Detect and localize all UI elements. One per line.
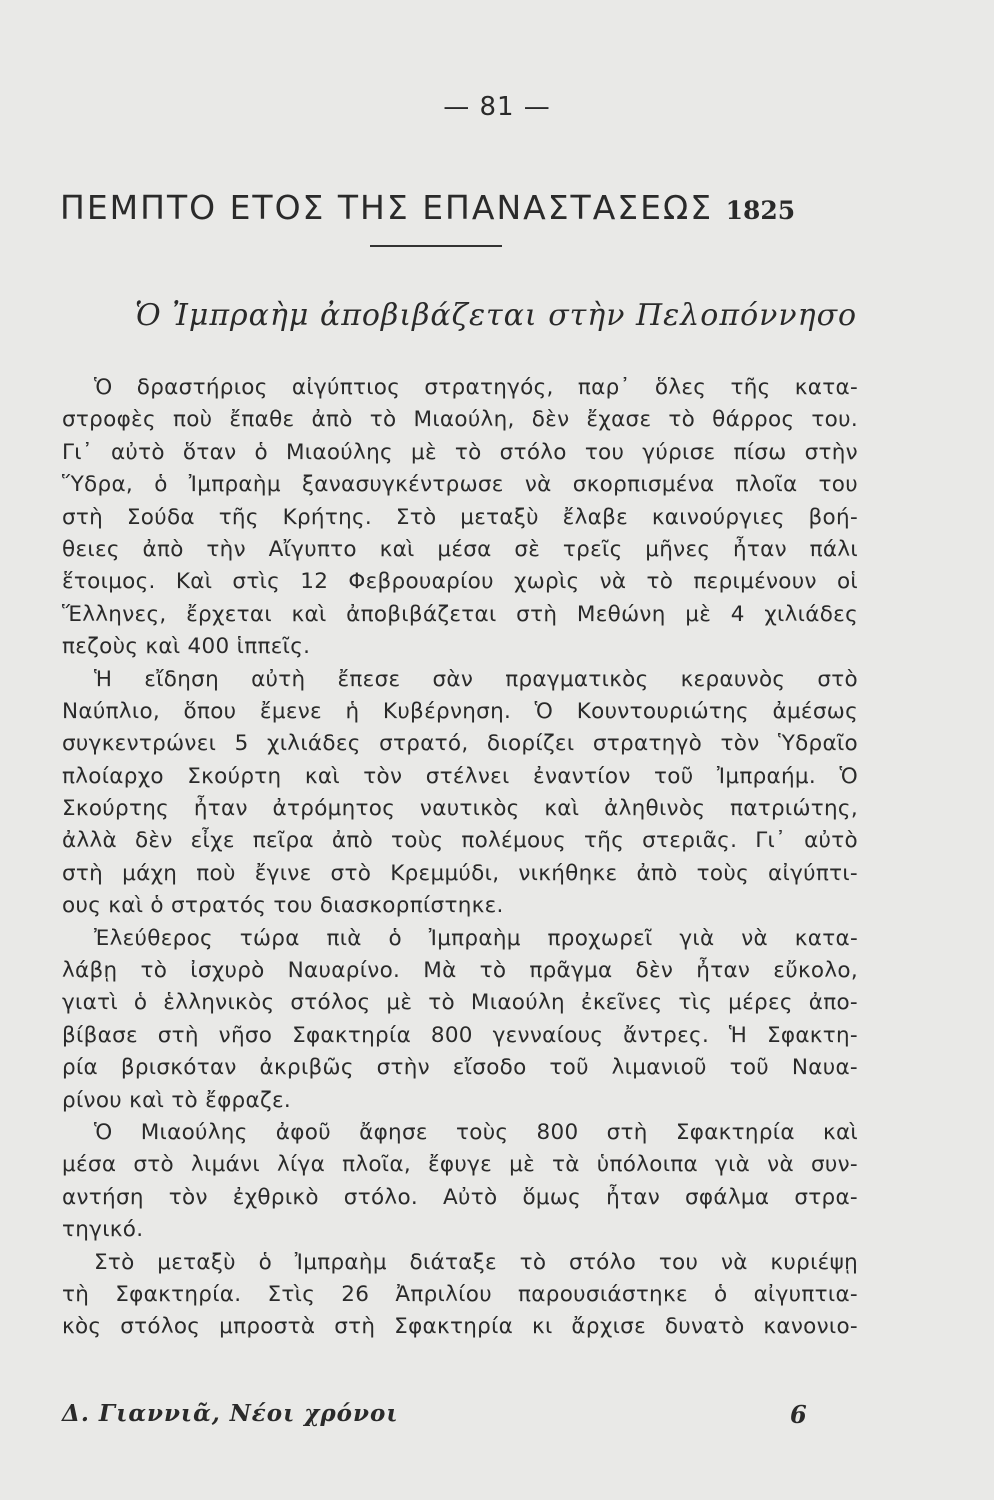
text-line: ρία βρισκόταν ἀκριβῶς στὴν εἴσοδο τοῦ λιμανιοῦ τοῦ Ναυα-: [62, 1055, 858, 1081]
text-line: Ὕδρα, ὁ Ἰμπραὴμ ξανασυγκέντρωσε νὰ σκορπισμένα πλοῖα του: [62, 472, 858, 498]
text-line: στὴ Σούδα τῆς Κρήτης. Στὸ μεταξὺ ἔλαβε καινούργιες βοή-: [62, 504, 858, 530]
text-line: θειες ἀπὸ τὴν Αἴγυπτο καὶ μέσα σὲ τρεῖς μῆνες ἦταν πάλι: [62, 536, 858, 562]
text-line: ρίνου καὶ τὸ ἔφραζε.: [62, 1087, 292, 1113]
text-line: τὴ Σφακτηρία. Στὶς 26 Ἀπριλίου παρουσιάστηκε ὁ αἰγυπτια-: [62, 1281, 858, 1307]
text-line: ἕτοιμος. Καὶ στὶς 12 Φεβρουαρίου χωρὶς νὰ τὸ περιμένουν οἱ: [62, 569, 858, 595]
text-line: Ὁ δραστήριος αἰγύπτιος στρατηγός, παρ᾽ ὅλες τῆς κατα-: [94, 375, 858, 400]
section-title: Ὁ Ἰμπραὴμ ἀποβιβάζεται στὴν Πελοπόννησο: [134, 298, 858, 333]
text-line: Ἡ εἴδηση αὐτὴ ἔπεσε σὰν πραγματικὸς κεραυνὸς στὸ: [94, 666, 858, 692]
footer-sheet-number: 6: [790, 1400, 807, 1429]
text-line: πεζοὺς καὶ 400 ἱππεῖς.: [62, 634, 311, 660]
chapter-heading-year: 1825: [725, 196, 796, 225]
chapter-heading: [60, 188, 940, 227]
text-line: ους καὶ ὁ στρατός του διασκορπίστηκε.: [62, 893, 504, 919]
footer-signature: Δ. Γιαννιᾶ, Νέοι χρόνοι: [62, 1400, 399, 1427]
text-line: Σκούρτης ἦταν ἀτρόμητος ναυτικὸς καὶ ἀληθινὸς πατριώτης,: [62, 796, 858, 822]
text-line: ἀλλὰ δὲν εἶχε πεῖρα ἀπὸ τοὺς πολέμους τῆς στεριᾶς. Γι᾽ αὐτὸ: [62, 828, 858, 854]
text-line: κὸς στόλος μπροστὰ στὴ Σφακτηρία κι ἄρχισε δυνατὸ κανονιο-: [62, 1314, 858, 1340]
text-line: στὴ μάχη ποὺ ἔγινε στὸ Κρεμμύδι, νικήθηκε ἀπὸ τοὺς αἰγύπτι-: [62, 860, 858, 886]
body-text: [62, 372, 858, 1344]
text-line: λάβῃ τὸ ἰσχυρὸ Ναυαρίνο. Μὰ τὸ πρᾶγμα δὲν ἦταν εὔκολο,: [62, 958, 858, 984]
text-line: Στὸ μεταξὺ ὁ Ἰμπραὴμ διάταξε τὸ στόλο του νὰ κυριέψῃ: [94, 1249, 858, 1275]
text-line: Ὁ Μιαούλης ἀφοῦ ἄφησε τοὺς 800 στὴ Σφακτηρία καὶ: [94, 1119, 858, 1145]
text-line: στροφὲς ποὺ ἔπαθε ἀπὸ τὸ Μιαούλη, δὲν ἔχασε τὸ θάρρος του.: [62, 407, 858, 433]
text-line: Ἕλληνες, ἔρχεται καὶ ἀποβιβάζεται στὴ Μεθώνη μὲ 4 χιλιάδες: [62, 601, 858, 627]
text-line: μέσα στὸ λιμάνι λίγα πλοῖα, ἔφυγε μὲ τὰ ὑπόλοιπα γιὰ νὰ συν-: [62, 1152, 858, 1178]
page-number: — 81 —: [443, 92, 551, 122]
text-line: τηγικό.: [62, 1217, 144, 1243]
text-line: Ἐλεύθερος τώρα πιὰ ὁ Ἰμπραὴμ προχωρεῖ γιὰ νὰ κατα-: [94, 925, 858, 951]
text-line: βίβασε στὴ νῆσο Σφακτηρία 800 γενναίους ἄντρες. Ἡ Σφακτη-: [62, 1022, 858, 1048]
text-line: αντήση τὸν ἐχθρικὸ στόλο. Αὐτὸ ὅμως ἦταν σφάλμα στρα-: [62, 1184, 858, 1210]
text-line: Γι᾽ αὐτὸ ὅταν ὁ Μιαούλης μὲ τὸ στόλο του γύρισε πίσω στὴν: [62, 439, 858, 465]
text-line: γιατὶ ὁ ἑλληνικὸς στόλος μὲ τὸ Μιαούλη ἐκεῖνες τὶς μέρες ἀπο-: [62, 990, 858, 1016]
heading-divider: [370, 245, 502, 247]
text-line: συγκεντρώνει 5 χιλιάδες στρατό, διορίζει στρατηγὸ τὸν Ὑδραῖο: [62, 731, 858, 757]
text-line: πλοίαρχο Σκούρτη καὶ τὸν στέλνει ἐναντίον τοῦ Ἰμπραήμ. Ὁ: [62, 763, 858, 789]
text-line: Ναύπλιο, ὅπου ἔμενε ἡ Κυβέρνηση. Ὁ Κουντουριώτης ἀμέσως: [62, 698, 858, 724]
chapter-heading-text: ΠΕΜΠΤΟ ΕΤΟΣ ΤΗΣ ΕΠΑΝΑΣΤΑΣΕΩΣ: [60, 188, 714, 227]
